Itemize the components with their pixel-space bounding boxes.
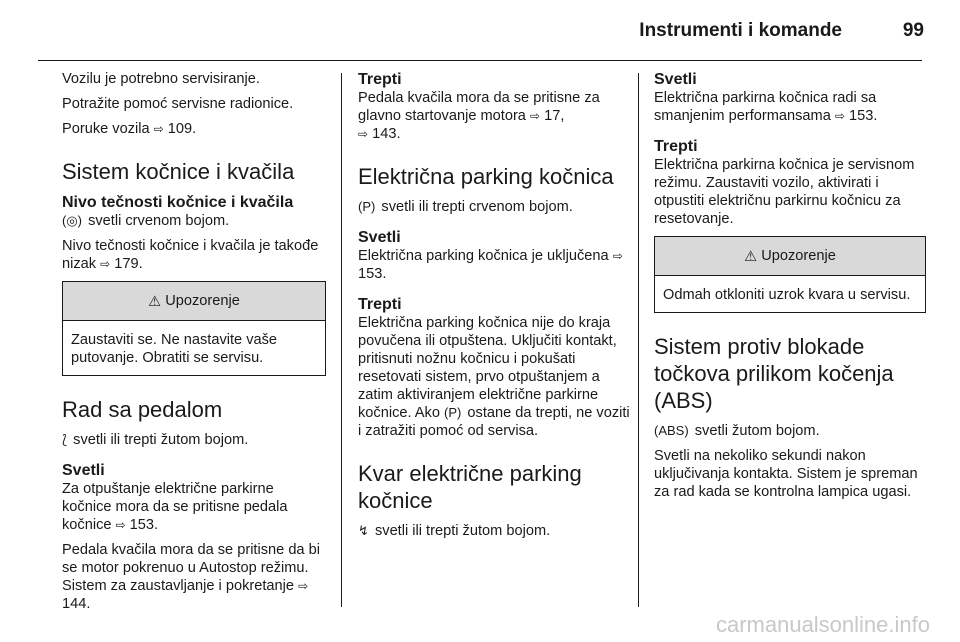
clutch-text: Pedala kvačila mora da se pritisne da bi se motor pokrenuo u Autostop režimu. Sistem za zaustavljanje i pokretanje ⇨ 144. <box>62 542 320 612</box>
heading-epb-fault: Kvar električne parking kočnice <box>358 461 582 513</box>
service-mode-text: Električna parkirna kočnica je servisnom režimu. Zaustaviti vozilo, aktivirati i otpustiti električnu parkirnu kočnicu za resetovanje. <box>654 157 915 227</box>
warning-box-2 <box>654 236 926 313</box>
workshop-text: Potražite pomoć servisne radionice. <box>62 96 294 112</box>
column-divider-1 <box>341 73 342 607</box>
heading-pedal-operation: Rad sa pedalom <box>62 397 223 422</box>
heading-fluid-level: Nivo tečnosti kočnice i kvačila <box>62 194 294 211</box>
warning-triangle-icon: ⚠ <box>744 248 758 265</box>
page-header <box>0 0 960 62</box>
page-number: 99 <box>902 20 924 41</box>
parking-brake-icon: (P) <box>358 199 376 214</box>
warning-header: ⚠ Upozorenje <box>655 237 925 276</box>
heading-flashes: Trepti <box>358 71 402 88</box>
reduced-performance-text: Električna parkirna kočnica radi sa smanjenim performansama ⇨ 153. <box>654 90 878 124</box>
service-text: Vozilu je potrebno servisiranje. <box>62 71 260 87</box>
column-divider-2 <box>638 73 639 607</box>
clutch-pedal-icon: ⟅ <box>62 432 68 447</box>
ref-arrow-icon: ⇨ <box>100 257 111 271</box>
pedal-lit-text: ⟅ svetli ili trepti žutom bojom. <box>62 432 249 448</box>
header-title: Instrumenti i komande <box>639 20 842 41</box>
fault-lit-text: ↯ svetli ili trepti žutom bojom. <box>358 523 551 539</box>
ref-arrow-icon: ⇨ <box>115 518 126 532</box>
watermark: carmanualsonline.info <box>715 612 930 637</box>
heading-flashes-2: Trepti <box>358 296 402 313</box>
column-1 <box>62 70 326 620</box>
vehicle-messages-ref: Poruke vozila ⇨ 109. <box>62 121 197 137</box>
epb-engaged-text: Električna parking kočnica je uključena ⇨ 153. <box>358 248 623 282</box>
header-rule <box>38 60 922 61</box>
column-3 <box>654 70 926 508</box>
heading-abs: Sistem protiv blokade točkova prilikom kočenja (ABS) <box>654 334 894 413</box>
abs-description: Svetli na nekoliko sekundi nakon uključivanja kontakta. Sistem je spreman za rad kada se kontrolna lampica ugasi. <box>654 448 918 500</box>
fluid-lit-text: (◎) svetli crvenom bojom. <box>62 213 230 229</box>
ref-arrow-icon: ⇨ <box>529 109 541 123</box>
ref-arrow-icon: ⇨ <box>834 109 845 123</box>
abs-icon: (ABS) <box>654 423 689 438</box>
ref-arrow-icon: ⇨ <box>612 249 623 263</box>
epb-lit-text: (P) svetli ili trepti crvenom bojom. <box>358 199 573 215</box>
parking-brake-icon: (P) <box>444 405 462 420</box>
ref-arrow-icon: ⇨ <box>153 122 164 136</box>
heading-lit: Svetli <box>358 229 401 246</box>
warning-triangle-icon: ⚠ <box>148 293 162 310</box>
fluid-low-text: Nivo tečnosti kočnice i kvačila je takođe nizak ⇨ 179. <box>62 238 319 272</box>
heading-electric-parking-brake: Električna parking kočnica <box>358 164 614 189</box>
heading-lit: Svetli <box>62 462 105 479</box>
epb-flash-text: Električna parking kočnica nije do kraja povučena ili otpuštena. Uključiti kontakt, pritisnuti nožnu kočnicu i pokušati resetovati sistem, prvo otpuštanjem a zatim aktiviranjem električne parkirne kočnice. Ako (P) ostane da trepti, ne voziti i zatražiti pomoć od servisa. <box>358 315 630 439</box>
parking-brake-fault-icon: ↯ <box>358 523 369 538</box>
ref-arrow-icon: ⇨ <box>298 579 309 593</box>
abs-lit-text: (ABS) svetli žutom bojom. <box>654 423 820 439</box>
lit-text: Za otpuštanje električne parkirne kočnice mora da se pritisne pedala kočnice ⇨ 153. <box>62 481 288 533</box>
flash-text: Pedala kvačila mora da se pritisne za glavno startovanje motora ⇨ 17, ⇨ 143. <box>358 90 600 142</box>
warning-body: Odmah otkloniti uzrok kvara u servisu. <box>663 287 911 303</box>
warning-body: Zaustaviti se. Ne nastavite vaše putovanje. Obratiti se servisu. <box>71 332 278 366</box>
column-2 <box>358 70 630 547</box>
brake-fluid-icon: (◎) <box>62 213 83 228</box>
heading-lit: Svetli <box>654 71 697 88</box>
warning-box-1 <box>62 281 326 376</box>
heading-flashes: Trepti <box>654 138 698 155</box>
ref-arrow-icon: ⇨ <box>358 127 369 141</box>
heading-brake-clutch-system: Sistem kočnice i kvačila <box>62 159 295 184</box>
warning-header: ⚠ Upozorenje <box>63 282 325 321</box>
